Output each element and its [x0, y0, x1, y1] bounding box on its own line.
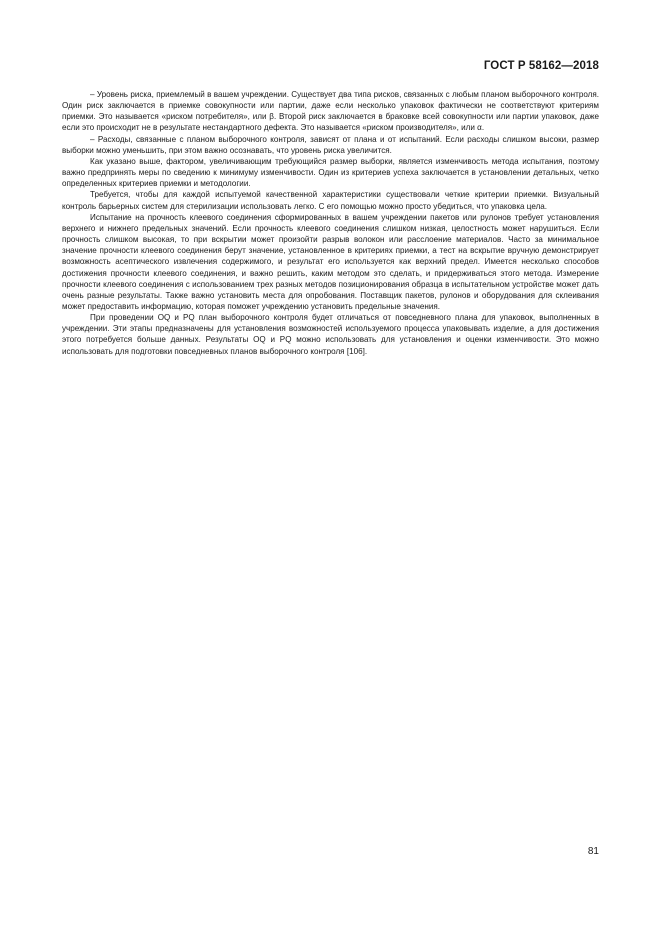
paragraph-costs: – Расходы, связанные с планом выборочного контроля, зависят от плана и от испытаний. Если расходы слишком высоки, размер выборки можно уменьшить, при этом важно осознавать, что уровень риска увеличится. — [62, 134, 599, 155]
paragraph-seal-strength: Испытание на прочность клеевого соединения сформированных в вашем учреждении пакетов или рулонов требует установления верхнего и нижнего предельных значений. Если прочность клеевого соединения слишком низкая, целостность может нарушиться. Если прочность слишком высокая, то при вскрытии может произойти разрыв волокон или расслоение материалов. Часто за минимальное значение прочности клеевого соединения берут значение, установленное в критериях приемки, а тест на вскрытие вручную демонстрирует возможность асептического извлечения содержимого, и результат его используется как верхний предел. Имеется несколько способов достижения прочности клеевого соединения, и важно решить, каким методом это сделать, и придерживаться этого метода. Измерение прочности клеевого соединения с использованием трех разных методов позиционирования образца в испытательном устройстве может дать очень разные результаты. Также важно установить места для опробования. Поставщик пакетов, рулонов и оборудования для склеивания может предоставить информацию, которая поможет учреждению установить предельные значения. — [62, 212, 599, 311]
paragraph-variability: Как указано выше, фактором, увеличивающим требующийся размер выборки, является изменчивость метода испытания, поэтому важно предпринять меры по сведению к минимуму изменчивости. Один из критериев успеха заключается в установлении детальных, четко определенных критериев приемки и методологии. — [62, 156, 599, 189]
paragraph-oq-pq: При проведении OQ и PQ план выборочного контроля будет отличаться от повседневного плана для упаковок, выполненных в учреждении. Эти этапы предназначены для установления возможностей используемого процесса упаковывать изделие, а для достижения этого потребуется больше данных. Результаты OQ и PQ можно использовать для установления и оценки изменчивости. Это можно использовать для подготовки повседневных планов выборочного контроля [106]. — [62, 313, 599, 356]
page-number: 81 — [587, 846, 599, 857]
body-text — [62, 89, 599, 357]
paragraph-acceptance-criteria: Требуется, чтобы для каждой испытуемой качественной характеристики существовали четкие критерии приемки. Визуальный контроль барьерных систем для стерилизации использовать легко. С его помощью можно просто убедиться, что упаковка цела. — [62, 190, 599, 211]
document-id-header: ГОСТ Р 58162—2018 — [483, 60, 599, 72]
paragraph-risk-level: – Уровень риска, приемлемый в вашем учреждении. Существует два типа рисков, связанных с любым планом выборочного контроля. Один риск заключается в приемке совокупности или партии, даже если несколько упаковок фактически не соответствуют критериям приемки. Это называется «риском потребителя», или β. Второй риск заключается в браковке всей совокупности или партии упаковок, даже если это происходит не в результате нестандартного дефекта. Это называется «риском производителя», или α. — [62, 90, 599, 133]
